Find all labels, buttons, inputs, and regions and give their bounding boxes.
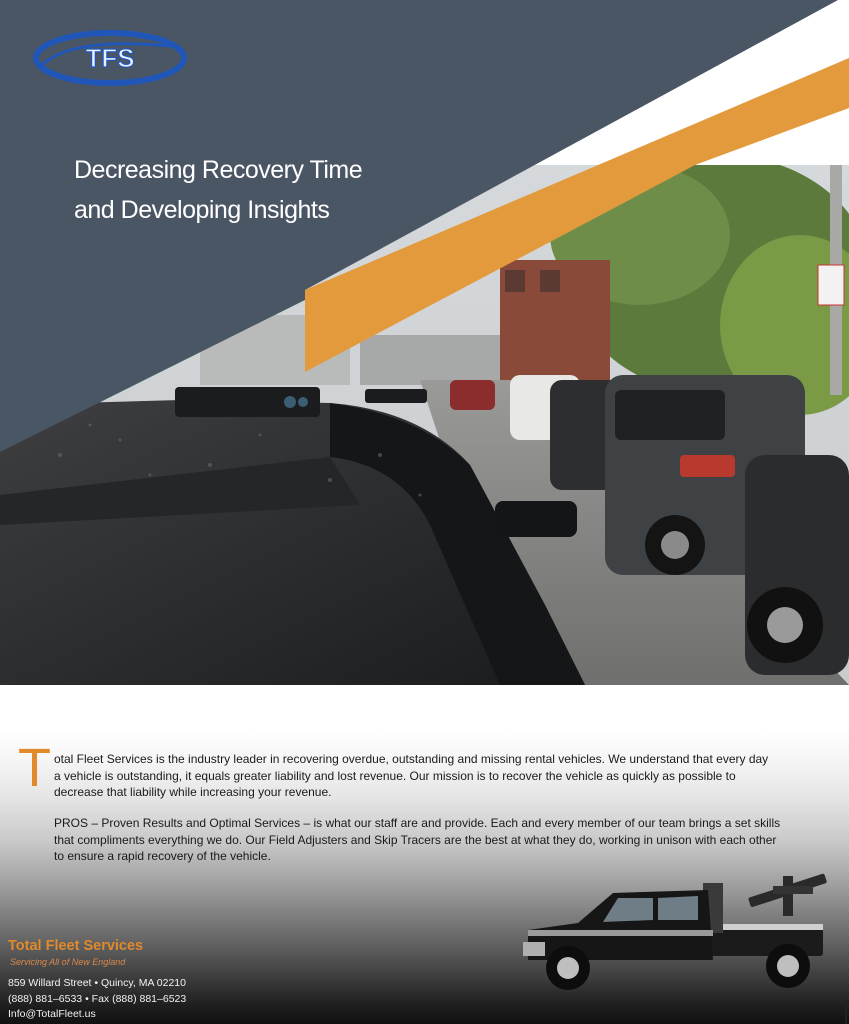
pros-line: that compliments everything we do. Our Field Adjusters and Skip Tracers are the best at what they do, working in unison with each other [54, 832, 777, 847]
contact-block [8, 976, 186, 1023]
page-edge-mark [845, 1000, 847, 1024]
title-line-2: and Developing Insights [74, 196, 330, 224]
address-text: 859 Willard Street • Quincy, MA 02210 [8, 977, 186, 989]
title-line-1: Decreasing Recovery Time [74, 156, 363, 184]
intro-line: decrease that liability while increasing your revenue. [54, 785, 332, 799]
company-name: Total Fleet Services [8, 938, 144, 954]
pros-paragraph [54, 815, 824, 865]
svg-text:TFS: TFS [85, 43, 135, 73]
tow-truck-image [518, 868, 838, 998]
drop-cap: T [18, 738, 51, 798]
phone-text: (888) 881–6533 • Fax (888) 881–6523 [8, 992, 187, 1005]
intro-paragraph [54, 751, 824, 801]
pros-line: PROS – Proven Results and Optimal Services – is what our staff are and provide. Each and every member of our team brings a set skills [54, 816, 781, 830]
pros-line: to ensure a rapid recovery of the vehicle. [54, 849, 271, 863]
intro-line: otal Fleet Services is the industry leader in recovering overdue, outstanding and missing rental vehicles. We understand that every day [54, 752, 769, 766]
page-title [74, 150, 474, 230]
email-link[interactable]: Info@TotalFleet.us [8, 1008, 96, 1020]
tfs-logo [30, 25, 190, 95]
intro-line: a vehicle is outstanding, it equals greater liability and lost revenue. Our mission is to recover the vehicle as quickly as possible to [54, 768, 736, 783]
company-tagline: Servicing All of New England [10, 957, 126, 967]
